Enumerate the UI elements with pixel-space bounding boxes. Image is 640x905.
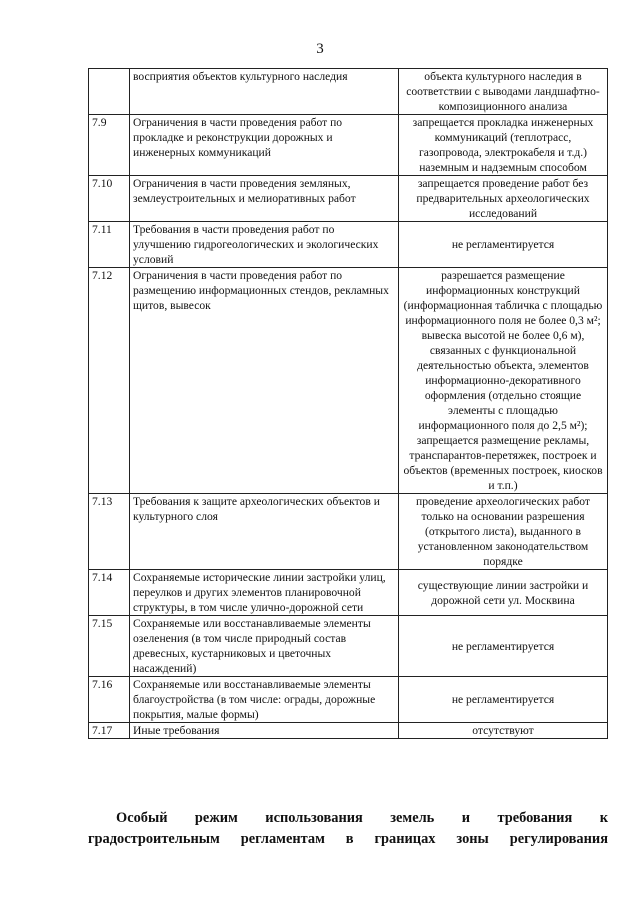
- table-row: [89, 677, 608, 723]
- row-number: 7.10: [89, 176, 130, 222]
- table-body: [89, 69, 608, 739]
- footer-heading-line-1: Особый режим использования земель и требования к: [116, 810, 608, 826]
- row-regulation: объекта культурного наследия в соответствии с выводами ландшафтно-композиционного анализа: [399, 69, 608, 115]
- table-row: [89, 268, 608, 494]
- regulations-table: [88, 68, 608, 739]
- row-number: 7.11: [89, 222, 130, 268]
- row-requirement: Ограничения в части проведения работ по прокладке и реконструкции дорожных и инженерных коммуникаций: [130, 115, 399, 176]
- row-regulation: проведение археологических работ только на основании разрешения (открытого листа), выданного в установленном законодательством порядке: [399, 494, 608, 570]
- row-regulation: не регламентируется: [399, 222, 608, 268]
- row-number: 7.17: [89, 723, 130, 739]
- row-number: 7.13: [89, 494, 130, 570]
- row-requirement: восприятия объектов культурного наследия: [130, 69, 399, 115]
- table-row: [89, 69, 608, 115]
- table-row: [89, 222, 608, 268]
- row-number: 7.12: [89, 268, 130, 494]
- row-regulation: отсутствуют: [399, 723, 608, 739]
- row-regulation: запрещается прокладка инженерных коммуникаций (теплотрасс, газопровода, электрокабеля и т.д.) наземным и надземным способом: [399, 115, 608, 176]
- row-number: 7.9: [89, 115, 130, 176]
- page-number: 3: [316, 41, 324, 57]
- row-regulation: запрещается проведение работ без предварительных археологических исследований: [399, 176, 608, 222]
- row-regulation: существующие линии застройки и дорожной сети ул. Москвина: [399, 570, 608, 616]
- row-requirement: Ограничения в части проведения работ по размещению информационных стендов, рекламных щитов, вывесок: [130, 268, 399, 494]
- table-row: [89, 176, 608, 222]
- table-row: [89, 723, 608, 739]
- row-number: 7.15: [89, 616, 130, 677]
- row-number: 7.14: [89, 570, 130, 616]
- table-row: [89, 570, 608, 616]
- table-row: [89, 616, 608, 677]
- row-regulation: не регламентируется: [399, 677, 608, 723]
- row-requirement: Сохраняемые исторические линии застройки улиц, переулков и других элементов планировочной структуры, в том числе улично-дорожной сети: [130, 570, 399, 616]
- row-requirement: Ограничения в части проведения земляных, землеустроительных и мелиоративных работ: [130, 176, 399, 222]
- row-regulation: не регламентируется: [399, 616, 608, 677]
- row-regulation: разрешается размещение информационных конструкций (информационная табличка с площадью информационного поля не более 0,3 м²; вывеска высотой не более 0,6 м), связанных с функциональной деятельностью объекта, элементов информационно-декоративного оформления (отдельно стоящие элементы с площадью информационного поля до 2,5 м²); запрещается размещение рекламы, транспарантов-перетяжек, построек и объектов (временных построек, киосков и т.п.): [399, 268, 608, 494]
- row-requirement: Иные требования: [130, 723, 399, 739]
- row-number: [89, 69, 130, 115]
- table-row: [89, 115, 608, 176]
- row-requirement: Требования в части проведения работ по улучшению гидрогеологических и экологических условий: [130, 222, 399, 268]
- row-number: 7.16: [89, 677, 130, 723]
- row-requirement: Сохраняемые или восстанавливаемые элементы озеленения (в том числе природный состав древесных, кустарниковых и цветочных насаждений): [130, 616, 399, 677]
- footer-heading-line-2: градостроительным регламентам в границах зоны регулирования: [88, 831, 608, 847]
- row-requirement: Требования к защите археологических объектов и культурного слоя: [130, 494, 399, 570]
- table-row: [89, 494, 608, 570]
- row-requirement: Сохраняемые или восстанавливаемые элементы благоустройства (в том числе: ограды, дорожные покрытия, малые формы): [130, 677, 399, 723]
